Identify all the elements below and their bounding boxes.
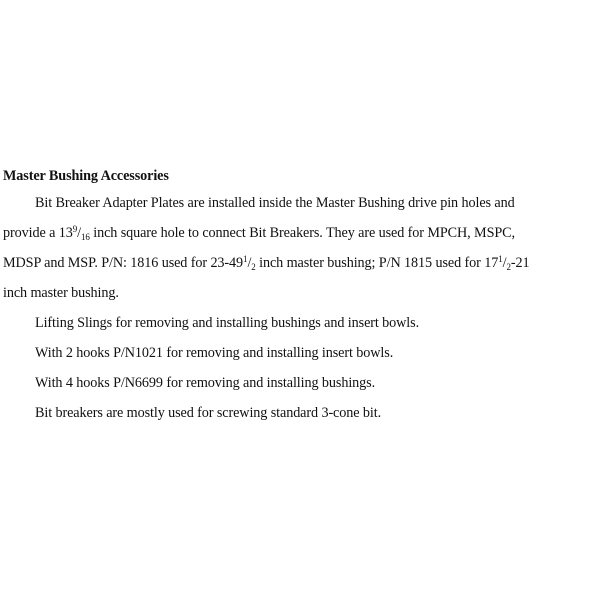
paragraph-line: Bit Breaker Adapter Plates are installed inside the Master Bushing drive pin holes and — [35, 195, 515, 211]
paragraph-bit-breaker-adapter-plates — [3, 188, 597, 308]
text-run: inch square hole to connect Bit Breakers. They are used for MPCH, MSPC, — [89, 225, 515, 241]
fraction-numerator: 1 — [498, 254, 503, 264]
document-body — [3, 164, 597, 428]
paragraph-bit-breakers: Bit breakers are mostly used for screwing standard 3-cone bit. — [35, 405, 382, 421]
fraction-slash: / — [247, 255, 252, 271]
paragraph-line — [3, 248, 597, 278]
text-run: inch master bushing; P/N 1815 used for 17 — [255, 255, 499, 271]
section-heading: Master Bushing Accessories — [3, 168, 169, 184]
paragraph-two-hooks: With 2 hooks P/N1021 for removing and installing insert bowls. — [35, 345, 394, 361]
text-run: provide a 13 — [3, 225, 73, 241]
fraction-slash: / — [502, 255, 507, 271]
fraction-denominator: 16 — [80, 232, 90, 242]
fraction-numerator: 1 — [243, 254, 248, 264]
paragraph-four-hooks: With 4 hooks P/N6699 for removing and installing bushings. — [35, 375, 376, 391]
fraction-denominator: 2 — [251, 262, 256, 272]
fraction-denominator: 2 — [506, 262, 511, 272]
text-run: MDSP and MSP. P/N: 1816 used for 23-49 — [3, 255, 244, 271]
paragraph-line — [3, 218, 597, 248]
fraction-numerator: 9 — [72, 224, 78, 234]
paragraph-lifting-slings: Lifting Slings for removing and installing bushings and insert bowls. — [35, 315, 420, 331]
text-run: -21 — [510, 255, 530, 271]
fraction-slash: / — [77, 225, 81, 241]
paragraph-line: inch master bushing. — [3, 285, 119, 301]
